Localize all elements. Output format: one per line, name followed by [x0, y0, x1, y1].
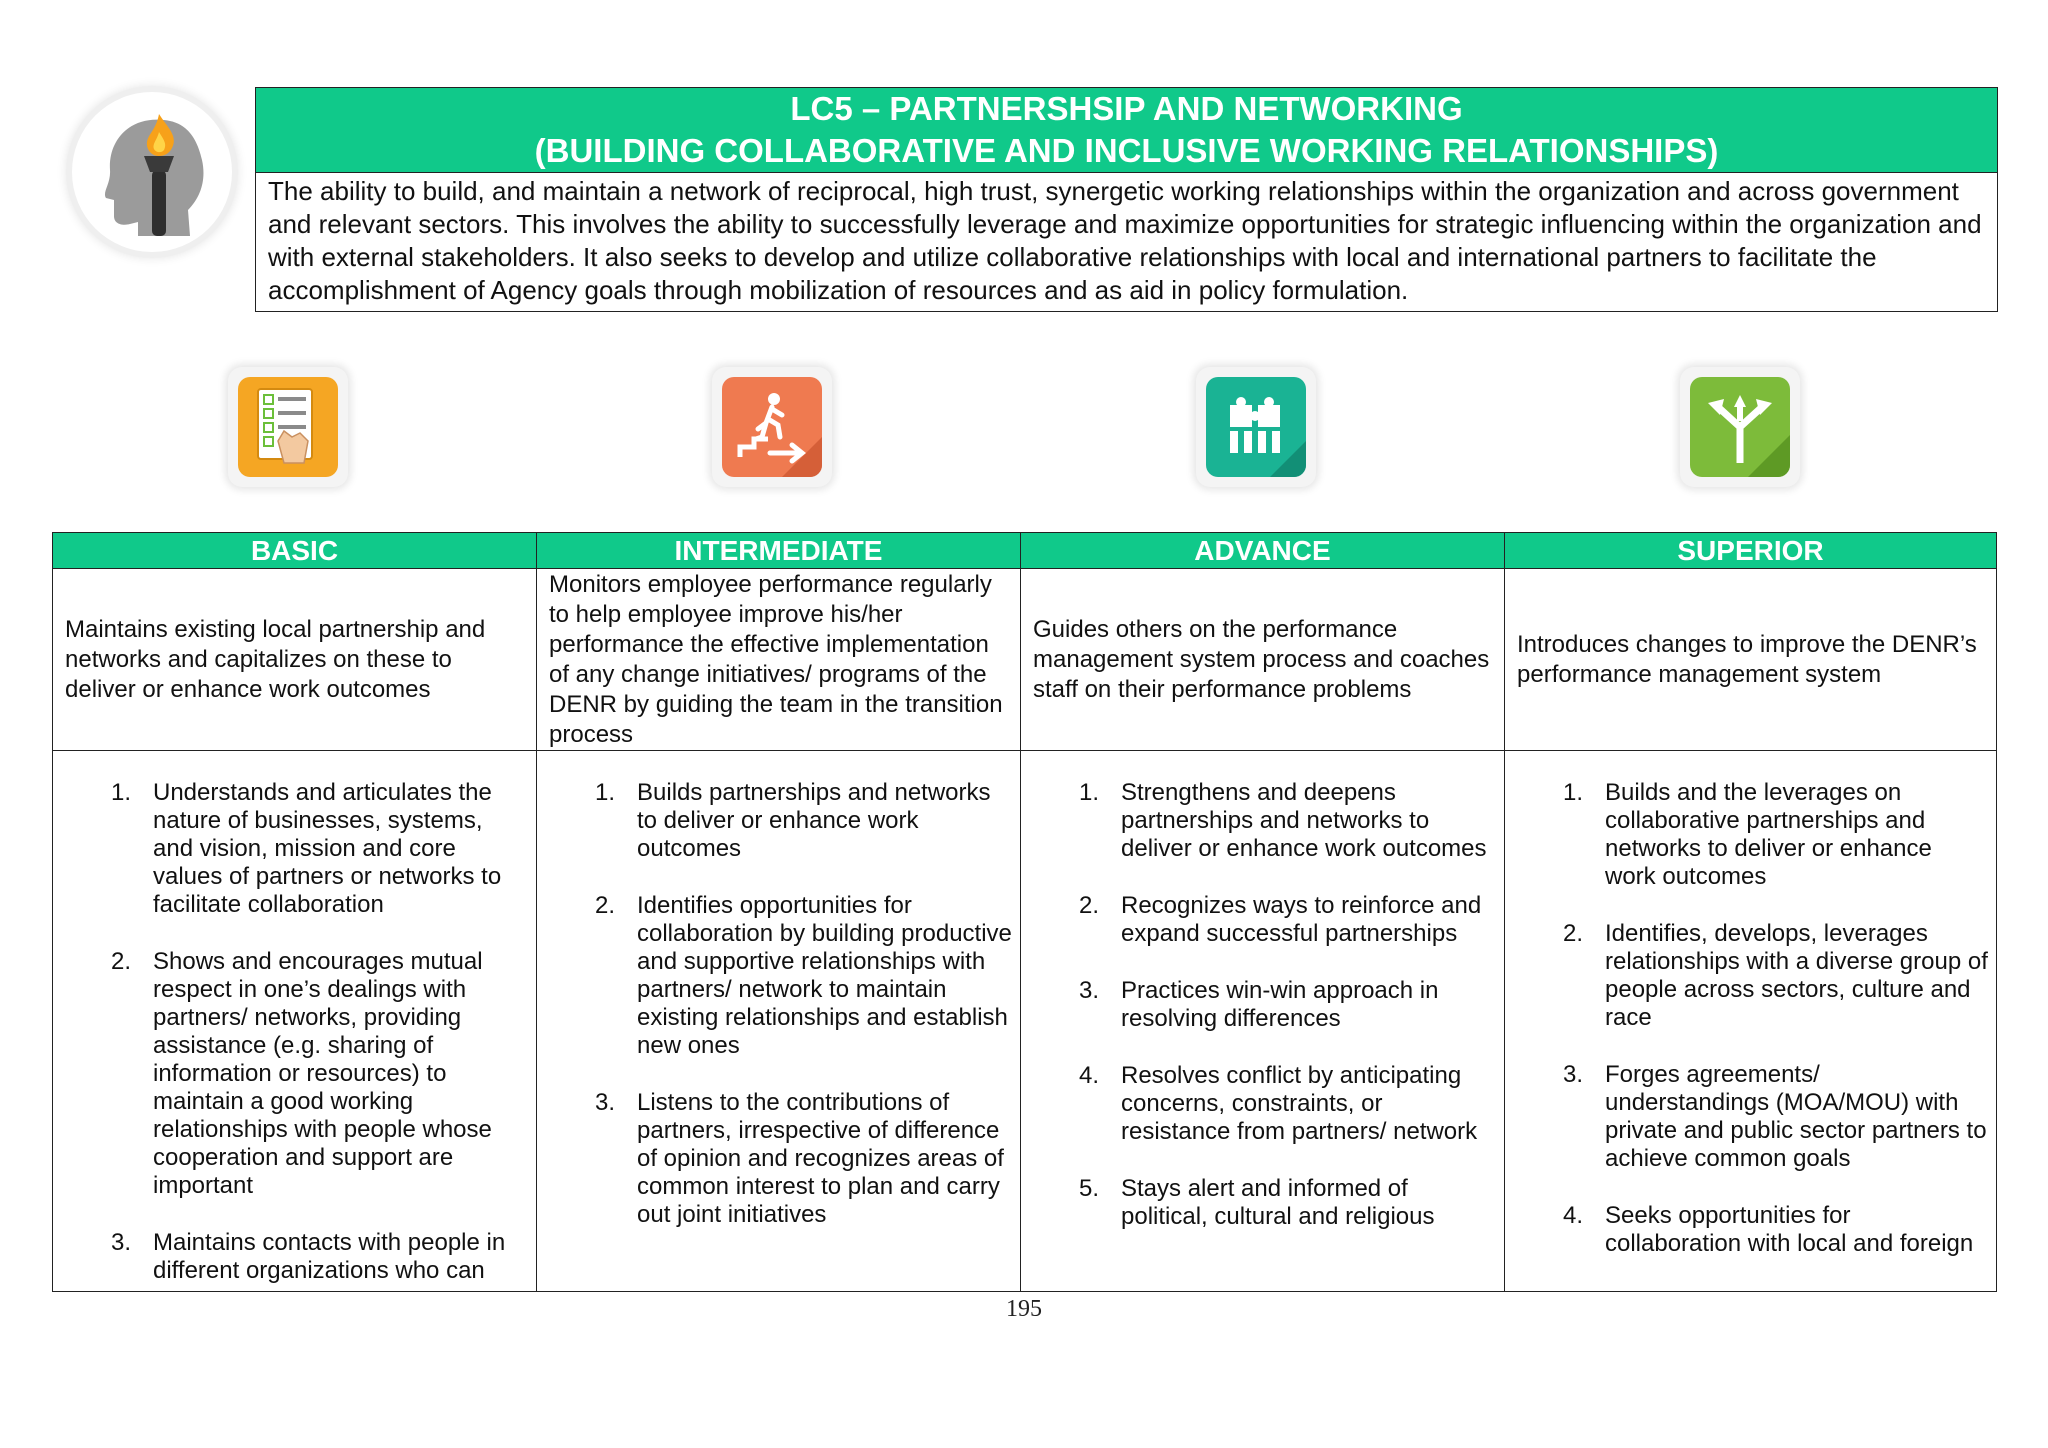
list-item — [1021, 1062, 1496, 1146]
item-number: 4. — [1563, 1202, 1584, 1229]
indicators-cell-intermediate — [537, 751, 1021, 1292]
indicator-list-superior — [1505, 779, 1996, 1258]
list-item — [53, 1229, 528, 1285]
level-header-superior: SUPERIOR — [1505, 533, 1997, 569]
diverging-arrows-icon — [1680, 367, 1800, 487]
summary-cell-intermediate — [537, 569, 1021, 751]
summary-advance: Guides others on the performance management system process and coaches staff on their performance problems — [1033, 615, 1490, 703]
list-item — [1021, 1175, 1496, 1231]
item-number: 3. — [111, 1229, 132, 1256]
list-item — [1505, 920, 1988, 1032]
competency-title — [256, 88, 1997, 173]
list-item — [537, 1089, 1012, 1229]
item-number: 3. — [1563, 1061, 1584, 1088]
item-number: 1. — [1563, 779, 1584, 806]
item-number: 2. — [1563, 920, 1584, 947]
level-header-advance: ADVANCE — [1021, 533, 1505, 569]
indicators-row — [53, 751, 1997, 1292]
item-text: Identifies, develops, leverages relationships with a diverse group of people across sectors, culture and race — [1605, 920, 1988, 1031]
item-text: Shows and encourages mutual respect in one’s dealings with partners/ networks, providing assistance (e.g. sharing of information or resources) to maintain a good working relationships with people whose cooperation and support are important — [153, 948, 492, 1199]
item-number: 1. — [111, 779, 132, 806]
summary-row — [53, 569, 1997, 751]
list-item — [53, 779, 528, 919]
competency-header-box — [255, 87, 1998, 312]
list-item — [1021, 779, 1496, 863]
indicators-cell-superior — [1505, 751, 1997, 1292]
indicators-cell-basic — [53, 751, 537, 1292]
item-text: Practices win-win approach in resolving differences — [1121, 977, 1439, 1032]
item-text: Seeks opportunities for collaboration with local and foreign — [1605, 1202, 1974, 1257]
person-climbing-steps-icon — [712, 367, 832, 487]
item-text: Identifies opportunities for collaboration by building productive and supportive relationships with partners/ network to maintain existing relationships and establish new ones — [637, 892, 1012, 1059]
summary-cell-basic — [53, 569, 537, 751]
puzzle-people-icon — [1196, 367, 1316, 487]
indicators-cell-advance — [1021, 751, 1505, 1292]
item-number: 2. — [595, 892, 616, 919]
item-number: 1. — [595, 779, 616, 806]
list-item — [1505, 1202, 1988, 1258]
list-item — [1021, 977, 1496, 1033]
checklist-icon — [228, 367, 348, 487]
item-number: 1. — [1079, 779, 1100, 806]
summary-superior: Introduces changes to improve the DENR’s performance management system — [1517, 630, 1977, 688]
page-number: 195 — [1006, 1296, 1042, 1322]
item-text: Resolves conflict by anticipating concerns, constraints, or resistance from partners/ network — [1121, 1062, 1478, 1145]
indicator-list-advance — [1021, 779, 1504, 1231]
item-number: 4. — [1079, 1062, 1100, 1089]
item-text: Strengthens and deepens partnerships and networks to deliver or enhance work outcomes — [1121, 779, 1487, 862]
level-header-basic: BASIC — [53, 533, 537, 569]
item-text: Stays alert and informed of political, cultural and religious — [1121, 1175, 1435, 1230]
item-text: Builds partnerships and networks to deliver or enhance work outcomes — [637, 779, 991, 862]
list-item — [537, 892, 1012, 1060]
proficiency-levels-table — [52, 532, 1997, 1292]
level-header-intermediate: INTERMEDIATE — [537, 533, 1021, 569]
list-item — [1505, 1061, 1988, 1173]
summary-intermediate: Monitors employee performance regularly to help employee improve his/her performance the effective implementation of any change initiatives/ programs of the DENR by guiding the team in the transition process — [549, 570, 1003, 748]
item-number: 3. — [595, 1089, 616, 1116]
list-item — [1505, 779, 1988, 891]
indicator-list-basic — [53, 779, 536, 1285]
item-text: Listens to the contributions of partners, irrespective of difference of opinion and recognizes areas of common interest to plan and carry out joint initiatives — [637, 1089, 1004, 1228]
item-text: Builds and the leverages on collaborative partnerships and networks to deliver or enhance work outcomes — [1605, 779, 1932, 890]
item-number: 5. — [1079, 1175, 1100, 1202]
item-text: Understands and articulates the nature of businesses, systems, and vision, mission and core values of partners or networks to facilitate collaboration — [153, 779, 502, 918]
list-item — [537, 779, 1012, 863]
item-text: Forges agreements/ understandings (MOA/MOU) with private and public sector partners to achieve common goals — [1605, 1061, 1987, 1172]
item-text: Maintains contacts with people in different organizations who can — [153, 1229, 506, 1284]
item-number: 2. — [111, 948, 132, 975]
item-number: 2. — [1079, 892, 1100, 919]
summary-cell-advance — [1021, 569, 1505, 751]
head-torch-icon — [72, 92, 232, 252]
list-item — [53, 948, 528, 1200]
title-line-1: LC5 – PARTNERSHSIP AND NETWORKING — [790, 90, 1463, 127]
item-text: Recognizes ways to reinforce and expand successful partnerships — [1121, 892, 1482, 947]
indicator-list-intermediate — [537, 779, 1020, 1229]
summary-cell-superior — [1505, 569, 1997, 751]
levels-header-row — [53, 533, 1997, 569]
summary-basic: Maintains existing local partnership and networks and capitalizes on these to deliver or enhance work outcomes — [65, 615, 486, 703]
list-item — [1021, 892, 1496, 948]
competency-description: The ability to build, and maintain a network of reciprocal, high trust, synergetic working relationships within the organization and across government and relevant sectors. This involves the ability to successfully leverage and maximize opportunities for strategic influencing within the organization and with external stakeholders. It also seeks to develop and utilize collaborative relationships with local and international partners to facilitate the accomplishment of Agency goals through mobilization of resources and as aid in policy formulation. — [268, 176, 1982, 305]
title-line-2: (BUILDING COLLABORATIVE AND INCLUSIVE WORKING RELATIONSHIPS) — [534, 132, 1719, 169]
item-number: 3. — [1079, 977, 1100, 1004]
